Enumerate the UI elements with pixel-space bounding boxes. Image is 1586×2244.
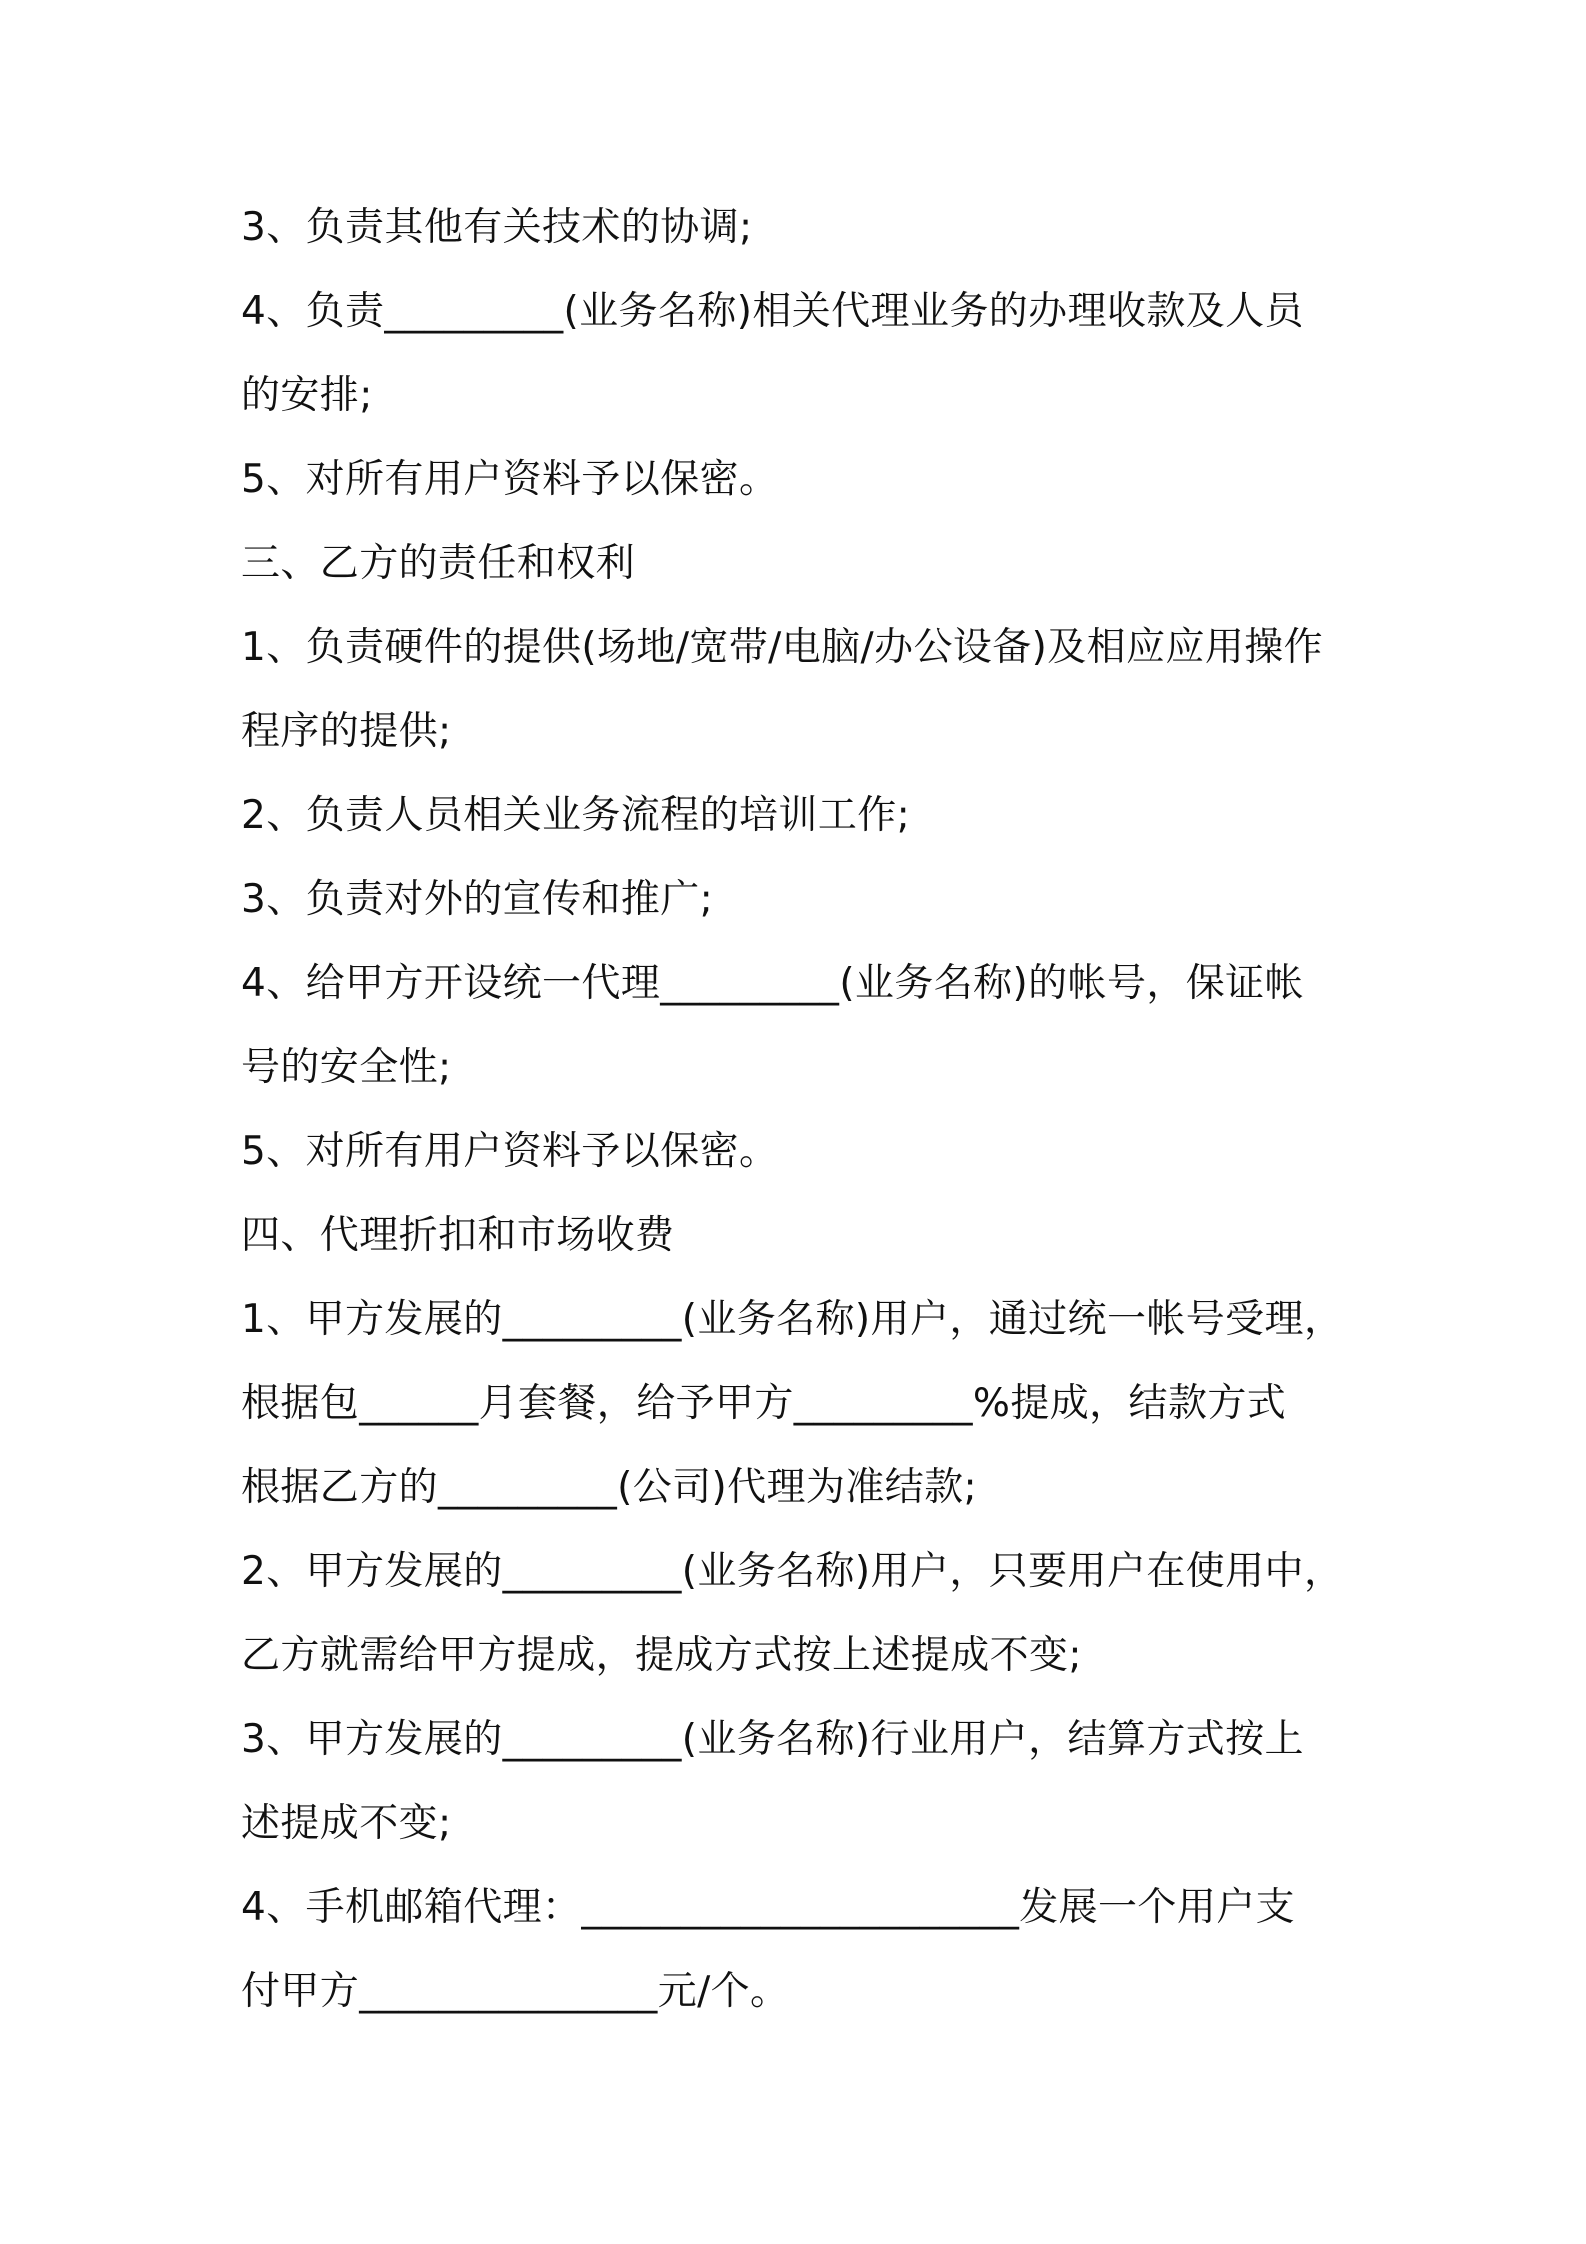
text-line-20: 述提成不变;: [241, 1801, 452, 1846]
section-heading-4: 四、代理折扣和市场收费: [241, 1213, 675, 1258]
text-line-7: 程序的提供;: [241, 709, 452, 754]
text-line-2: 4、负责_________(业务名称)相关代理业务的办理收款及人员: [241, 289, 1304, 334]
text-line-4: 5、对所有用户资料予以保密。: [241, 457, 779, 502]
text-line-16: 根据乙方的_________(公司)代理为准结款;: [241, 1465, 978, 1510]
text-line-10: 4、给甲方开设统一代理_________(业务名称)的帐号，保证帐: [241, 961, 1304, 1006]
text-line-9: 3、负责对外的宣传和推广;: [241, 877, 714, 922]
text-line-12: 5、对所有用户资料予以保密。: [241, 1129, 779, 1174]
text-line-21: 4、手机邮箱代理：______________________发展一个用户支: [241, 1885, 1296, 1930]
text-line-19: 3、甲方发展的_________(业务名称)行业用户，结算方式按上: [241, 1717, 1304, 1762]
section-heading-3: 三、乙方的责任和权利: [241, 541, 636, 586]
text-line-14: 1、甲方发展的_________(业务名称)用户，通过统一帐号受理，: [241, 1297, 1344, 1342]
text-line-22: 付甲方_______________元/个。: [241, 1969, 790, 2014]
text-line-1: 3、负责其他有关技术的协调;: [241, 205, 753, 250]
text-line-18: 乙方就需给甲方提成，提成方式按上述提成不变;: [241, 1633, 1082, 1678]
text-line-17: 2、甲方发展的_________(业务名称)用户，只要用户在使用中，: [241, 1549, 1344, 1594]
text-line-3: 的安排;: [241, 373, 373, 418]
text-line-6: 1、负责硬件的提供(场地/宽带/电脑/办公设备)及相应应用操作: [241, 625, 1324, 670]
text-line-15: 根据包______月套餐，给予甲方_________%提成，结款方式: [241, 1381, 1287, 1426]
text-line-8: 2、负责人员相关业务流程的培训工作;: [241, 793, 911, 838]
text-line-11: 号的安全性;: [241, 1045, 452, 1090]
